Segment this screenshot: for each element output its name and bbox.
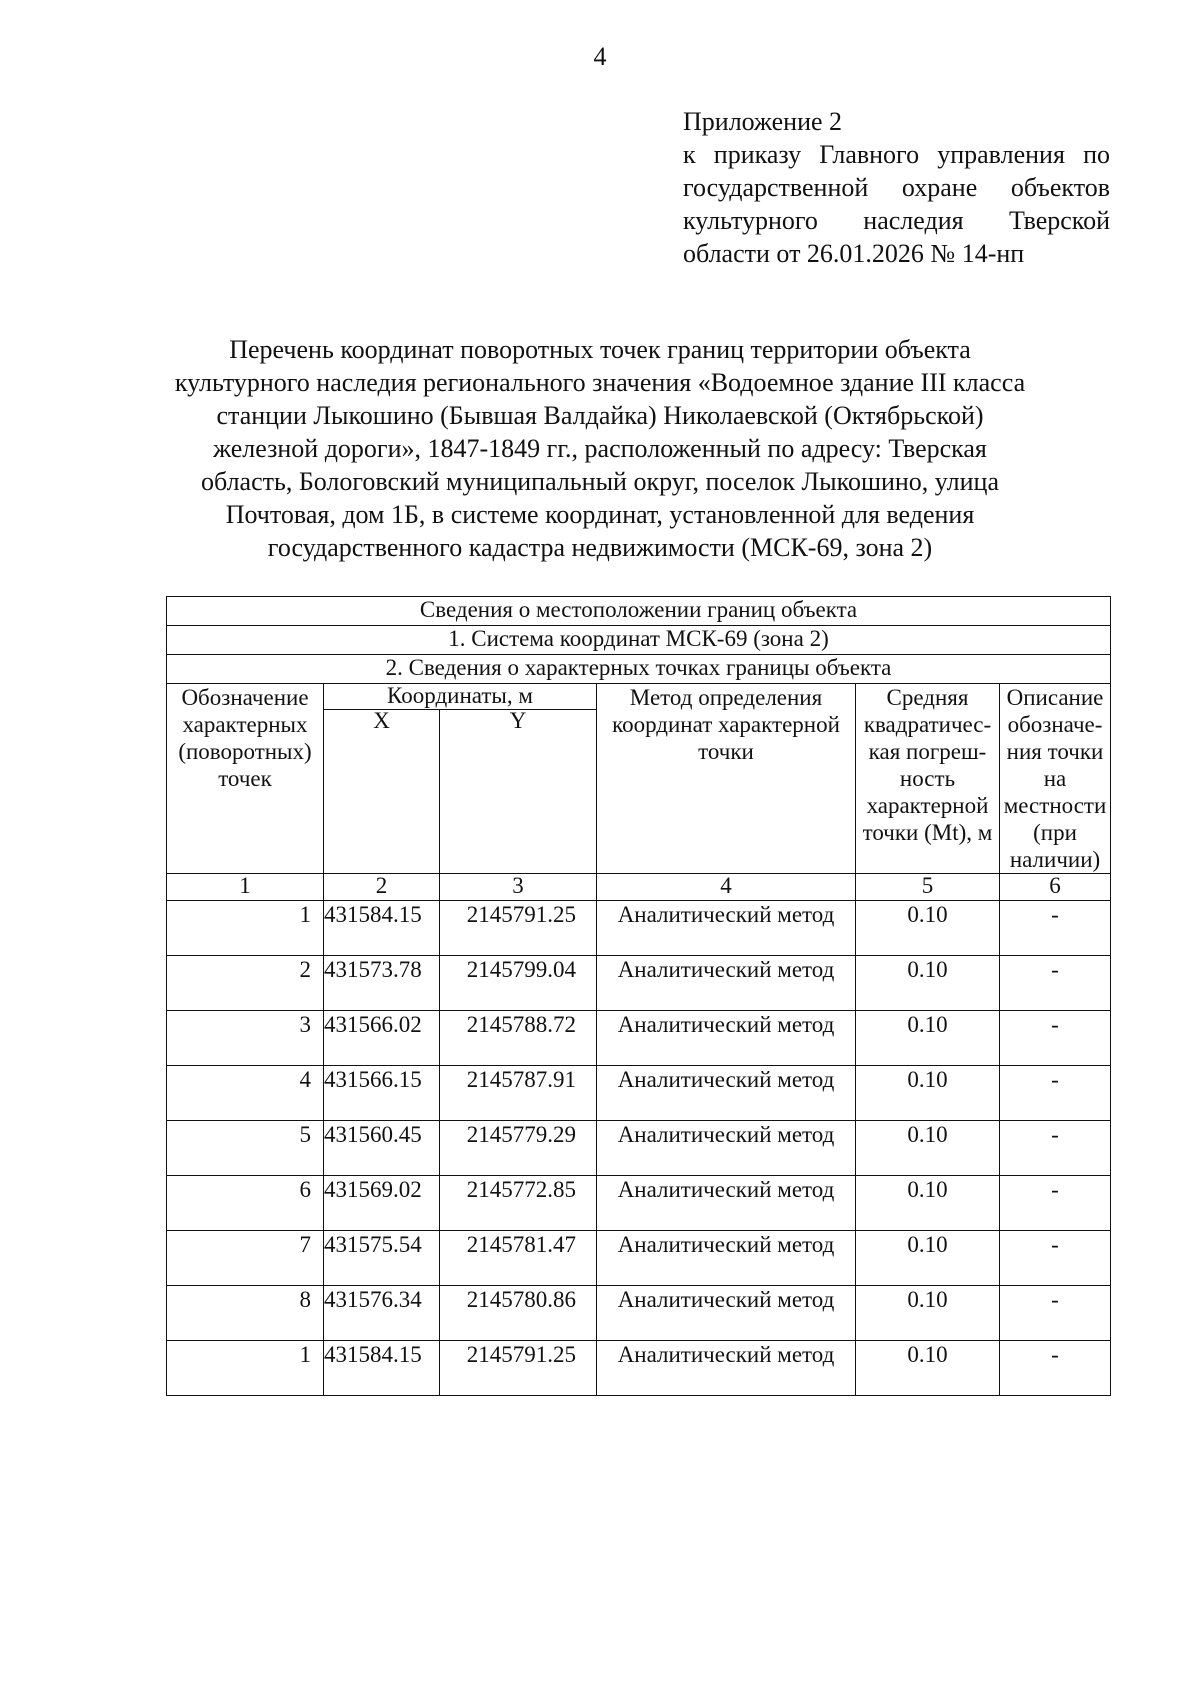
coord-y: 2145772.85 [440,1176,597,1231]
page-number: 4 [593,42,607,71]
coord-x: 431584.15 [324,901,440,956]
error: 0.10 [856,1011,1000,1066]
method: Аналитический метод [597,1176,856,1231]
header-coordinates: Координаты, м [324,684,597,710]
point-id: 5 [167,1121,324,1176]
error: 0.10 [856,1066,1000,1121]
coord-x: 431576.34 [324,1286,440,1341]
coord-x: 431584.15 [324,1341,440,1396]
coord-y: 2145787.91 [440,1066,597,1121]
error: 0.10 [856,1176,1000,1231]
coordinates-table [166,596,1111,1396]
appendix-header [683,105,1110,270]
column-number: 4 [597,874,856,901]
point-id: 8 [167,1286,324,1341]
title-line: станции Лыкошино (Бывшая Валдайка) Николаевской (Октябрьской) [216,401,984,430]
table-row [167,1121,1111,1176]
appendix-line: области от 26.01.2026 № 14-нп [683,239,1025,268]
description: - [1000,1176,1111,1231]
coord-y: 2145791.25 [440,901,597,956]
header-error: Средняя квадратичес-кая погреш-ность характерной точки (Mt), м [856,684,1000,874]
appendix-line: культурного наследия Тверской [683,206,1110,235]
table-row [167,1011,1111,1066]
table-band-boundaries: Сведения о местоположении границ объекта [167,597,1111,626]
point-id: 2 [167,956,324,1011]
table-band-coordinate-system: 1. Система координат МСК-69 (зона 2) [167,626,1111,655]
table-row [167,1286,1111,1341]
table-row [167,956,1111,1011]
method: Аналитический метод [597,1286,856,1341]
coord-x: 431569.02 [324,1176,440,1231]
point-id: 4 [167,1066,324,1121]
error: 0.10 [856,901,1000,956]
coord-x: 431560.45 [324,1121,440,1176]
coord-x: 431575.54 [324,1231,440,1286]
point-id: 1 [167,1341,324,1396]
header-method: Метод определения координат характерной точки [597,684,856,874]
appendix-line: Приложение 2 [683,107,843,136]
column-number-row [167,874,1111,901]
title-line: государственного кадастра недвижимости (МСК-69, зона 2) [267,533,933,562]
method: Аналитический метод [597,1066,856,1121]
coord-x: 431566.15 [324,1066,440,1121]
header-description: Описание обозначе-ния точки на местности (при наличии) [1000,684,1111,874]
title-line: культурного наследия регионального значения «Водоемное здание III класса [174,368,1026,397]
header-x: X [324,709,440,873]
document-title [150,333,1050,564]
table-row [167,1341,1111,1396]
column-number: 5 [856,874,1000,901]
column-number: 6 [1000,874,1111,901]
error: 0.10 [856,1231,1000,1286]
table-row [167,901,1111,956]
coord-y: 2145779.29 [440,1121,597,1176]
method: Аналитический метод [597,1341,856,1396]
description: - [1000,956,1111,1011]
description: - [1000,1341,1111,1396]
coord-y: 2145799.04 [440,956,597,1011]
description: - [1000,1066,1111,1121]
description: - [1000,1011,1111,1066]
description: - [1000,1286,1111,1341]
point-id: 7 [167,1231,324,1286]
coord-y: 2145791.25 [440,1341,597,1396]
coord-x: 431566.02 [324,1011,440,1066]
method: Аналитический метод [597,1231,856,1286]
column-number: 1 [167,874,324,901]
method: Аналитический метод [597,1011,856,1066]
error: 0.10 [856,1341,1000,1396]
table-row [167,1231,1111,1286]
coord-x: 431573.78 [324,956,440,1011]
description: - [1000,1121,1111,1176]
appendix-line: к приказу Главного управления по [683,140,1110,169]
error: 0.10 [856,1121,1000,1176]
description: - [1000,1231,1111,1286]
title-line: Перечень координат поворотных точек границ территории объекта [229,335,971,364]
column-number: 3 [440,874,597,901]
method: Аналитический метод [597,1121,856,1176]
coord-y: 2145780.86 [440,1286,597,1341]
header-designation: Обозначение характерных (поворотных) точек [167,684,324,874]
title-line: железной дороги», 1847-1849 гг., расположенный по адресу: Тверская [213,434,987,463]
point-id: 3 [167,1011,324,1066]
table-row [167,1176,1111,1231]
title-line: Почтовая, дом 1Б, в системе координат, установленной для ведения [225,500,975,529]
method: Аналитический метод [597,901,856,956]
title-line: область, Бологовский муниципальный округ, поселок Лыкошино, улица [200,467,1000,496]
error: 0.10 [856,1286,1000,1341]
table-row [167,1066,1111,1121]
coord-y: 2145781.47 [440,1231,597,1286]
header-y: Y [440,709,597,873]
description: - [1000,901,1111,956]
point-id: 1 [167,901,324,956]
coord-y: 2145788.72 [440,1011,597,1066]
error: 0.10 [856,956,1000,1011]
method: Аналитический метод [597,956,856,1011]
point-id: 6 [167,1176,324,1231]
column-number: 2 [324,874,440,901]
appendix-line: государственной охране объектов [683,173,1110,202]
table-band-points: 2. Сведения о характерных точках границы объекта [167,655,1111,684]
